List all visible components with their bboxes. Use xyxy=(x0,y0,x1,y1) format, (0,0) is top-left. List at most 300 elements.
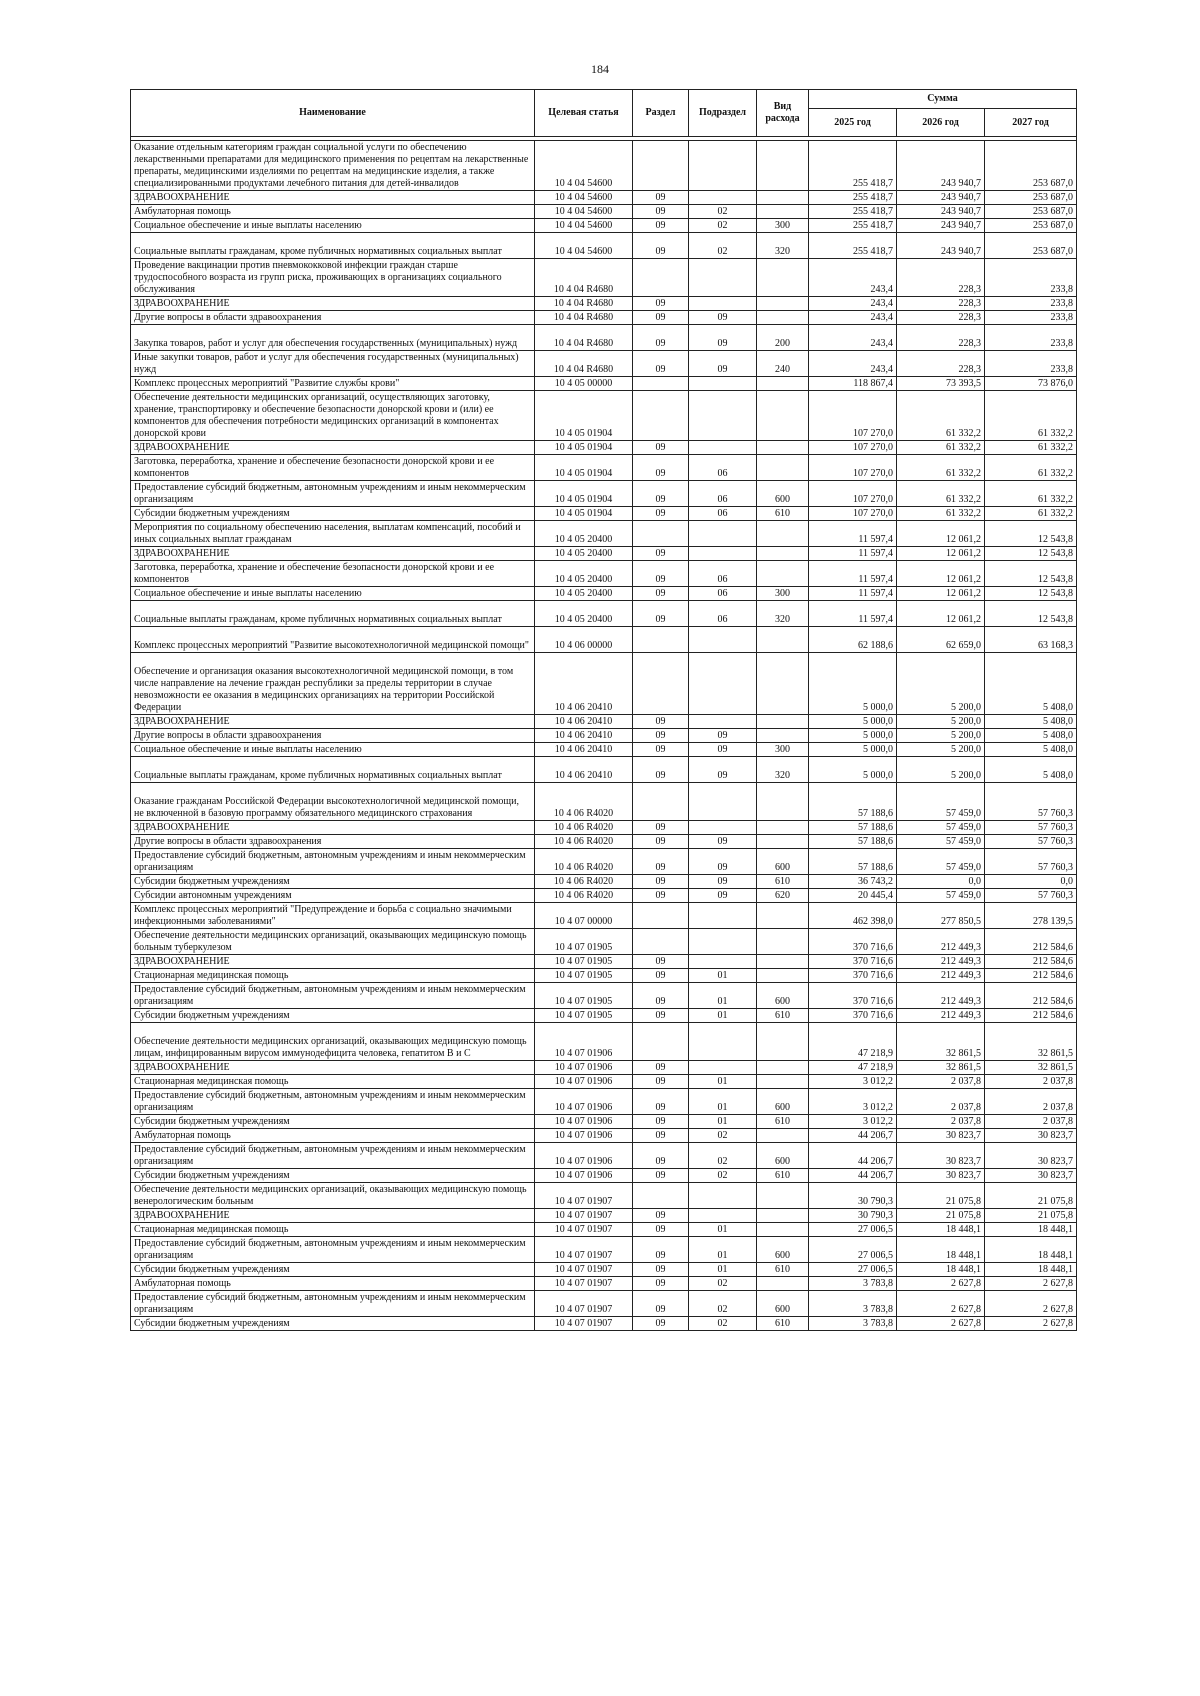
row-expense-type: 320 xyxy=(757,601,809,627)
row-name: Предоставление субсидий бюджетным, автономным учреждениям и иным некоммерческим организациям xyxy=(131,983,535,1009)
table-row xyxy=(131,1223,1077,1237)
row-name: Обеспечение и организация оказания высокотехнологичной медицинской помощи, в том числе направление на лечение граждан республики за пределы территории в случае невозможности ее оказания в медицинских организациях на территории Российской Федерации xyxy=(131,653,535,715)
row-sum-2026: 18 448,1 xyxy=(897,1223,985,1237)
header-name: Наименование xyxy=(131,90,535,137)
row-sum-2026: 2 627,8 xyxy=(897,1277,985,1291)
row-subsection: 01 xyxy=(689,1263,757,1277)
row-sum-2027: 30 823,7 xyxy=(985,1129,1077,1143)
row-name: Субсидии бюджетным учреждениям xyxy=(131,1115,535,1129)
row-target-article: 10 4 06 20410 xyxy=(535,757,633,783)
row-section: 09 xyxy=(633,1291,689,1317)
row-sum-2027: 233,8 xyxy=(985,259,1077,297)
row-expense-type xyxy=(757,521,809,547)
row-section: 09 xyxy=(633,743,689,757)
row-sum-2026: 2 037,8 xyxy=(897,1115,985,1129)
row-sum-2025: 44 206,7 xyxy=(809,1129,897,1143)
row-expense-type: 240 xyxy=(757,351,809,377)
row-sum-2026: 243 940,7 xyxy=(897,233,985,259)
row-name: Стационарная медицинская помощь xyxy=(131,1075,535,1089)
table-row xyxy=(131,1291,1077,1317)
row-sum-2027: 5 408,0 xyxy=(985,757,1077,783)
row-target-article: 10 4 07 01905 xyxy=(535,1009,633,1023)
row-sum-2027: 2 627,8 xyxy=(985,1277,1077,1291)
row-sum-2027: 2 037,8 xyxy=(985,1089,1077,1115)
row-expense-type xyxy=(757,455,809,481)
table-row xyxy=(131,191,1077,205)
row-sum-2025: 243,4 xyxy=(809,311,897,325)
table-row xyxy=(131,757,1077,783)
row-target-article: 10 4 06 R4020 xyxy=(535,875,633,889)
row-expense-type: 610 xyxy=(757,1317,809,1331)
row-name: Амбулаторная помощь xyxy=(131,205,535,219)
row-target-article: 10 4 07 00000 xyxy=(535,903,633,929)
row-expense-type: 600 xyxy=(757,481,809,507)
row-sum-2027: 2 627,8 xyxy=(985,1291,1077,1317)
row-subsection xyxy=(689,627,757,653)
row-section: 09 xyxy=(633,297,689,311)
row-name: Обеспечение деятельности медицинских организаций, оказывающих медицинскую помощь венерологическим больным xyxy=(131,1183,535,1209)
row-section: 09 xyxy=(633,507,689,521)
row-target-article: 10 4 04 R4680 xyxy=(535,311,633,325)
table-row xyxy=(131,715,1077,729)
header-year-2025: 2025 год xyxy=(809,109,897,137)
table-row xyxy=(131,1263,1077,1277)
row-sum-2025: 47 218,9 xyxy=(809,1023,897,1061)
row-sum-2026: 212 449,3 xyxy=(897,983,985,1009)
row-sum-2027: 61 332,2 xyxy=(985,391,1077,441)
row-expense-type xyxy=(757,1183,809,1209)
row-expense-type xyxy=(757,141,809,191)
row-sum-2025: 30 790,3 xyxy=(809,1209,897,1223)
row-sum-2027: 57 760,3 xyxy=(985,821,1077,835)
row-target-article: 10 4 05 01904 xyxy=(535,441,633,455)
row-subsection xyxy=(689,441,757,455)
row-sum-2027: 18 448,1 xyxy=(985,1263,1077,1277)
row-name: Комплекс процессных мероприятий "Развитие службы крови" xyxy=(131,377,535,391)
row-expense-type xyxy=(757,259,809,297)
table-body xyxy=(131,141,1077,1331)
row-sum-2025: 243,4 xyxy=(809,351,897,377)
row-subsection: 01 xyxy=(689,1009,757,1023)
row-sum-2025: 3 783,8 xyxy=(809,1291,897,1317)
table-row xyxy=(131,325,1077,351)
table-row xyxy=(131,1143,1077,1169)
row-sum-2026: 30 823,7 xyxy=(897,1169,985,1183)
row-sum-2026: 2 627,8 xyxy=(897,1291,985,1317)
row-subsection: 01 xyxy=(689,1089,757,1115)
row-subsection xyxy=(689,783,757,821)
row-name: Субсидии бюджетным учреждениям xyxy=(131,1009,535,1023)
table-row xyxy=(131,561,1077,587)
row-target-article: 10 4 05 01904 xyxy=(535,391,633,441)
row-subsection xyxy=(689,391,757,441)
row-target-article: 10 4 05 20400 xyxy=(535,521,633,547)
row-sum-2025: 3 783,8 xyxy=(809,1317,897,1331)
row-expense-type: 610 xyxy=(757,1115,809,1129)
row-name: Обеспечение деятельности медицинских организаций, оказывающих медицинскую помощь больным туберкулезом xyxy=(131,929,535,955)
row-subsection: 06 xyxy=(689,587,757,601)
row-sum-2027: 253 687,0 xyxy=(985,219,1077,233)
row-name: Субсидии бюджетным учреждениям xyxy=(131,1169,535,1183)
row-subsection: 02 xyxy=(689,1317,757,1331)
row-name: Субсидии автономным учреждениям xyxy=(131,889,535,903)
row-target-article: 10 4 07 01906 xyxy=(535,1169,633,1183)
row-sum-2026: 5 200,0 xyxy=(897,743,985,757)
row-target-article: 10 4 07 01906 xyxy=(535,1075,633,1089)
row-section: 09 xyxy=(633,325,689,351)
row-expense-type xyxy=(757,1129,809,1143)
header-year-2026: 2026 год xyxy=(897,109,985,137)
table-row xyxy=(131,219,1077,233)
row-expense-type xyxy=(757,441,809,455)
row-name: Социальное обеспечение и иные выплаты населению xyxy=(131,743,535,757)
row-subsection: 06 xyxy=(689,561,757,587)
row-section: 09 xyxy=(633,1169,689,1183)
row-expense-type: 200 xyxy=(757,325,809,351)
row-sum-2025: 5 000,0 xyxy=(809,743,897,757)
row-expense-type xyxy=(757,1061,809,1075)
table-row xyxy=(131,587,1077,601)
row-subsection xyxy=(689,521,757,547)
row-sum-2027: 212 584,6 xyxy=(985,1009,1077,1023)
row-target-article: 10 4 07 01906 xyxy=(535,1143,633,1169)
row-section xyxy=(633,1023,689,1061)
row-subsection: 09 xyxy=(689,757,757,783)
row-subsection xyxy=(689,141,757,191)
row-sum-2026: 61 332,2 xyxy=(897,507,985,521)
row-sum-2025: 5 000,0 xyxy=(809,757,897,783)
row-subsection: 06 xyxy=(689,507,757,521)
row-sum-2025: 3 783,8 xyxy=(809,1277,897,1291)
header-sum: Сумма xyxy=(809,90,1077,109)
row-target-article: 10 4 06 20410 xyxy=(535,715,633,729)
row-sum-2026: 21 075,8 xyxy=(897,1183,985,1209)
table-row xyxy=(131,835,1077,849)
row-name: Субсидии бюджетным учреждениям xyxy=(131,1317,535,1331)
row-section xyxy=(633,521,689,547)
row-subsection: 09 xyxy=(689,325,757,351)
row-target-article: 10 4 06 00000 xyxy=(535,627,633,653)
row-section: 09 xyxy=(633,849,689,875)
table-row xyxy=(131,653,1077,715)
row-name: ЗДРАВООХРАНЕНИЕ xyxy=(131,821,535,835)
row-section: 09 xyxy=(633,757,689,783)
row-section: 09 xyxy=(633,1075,689,1089)
row-sum-2025: 11 597,4 xyxy=(809,601,897,627)
row-sum-2026: 212 449,3 xyxy=(897,969,985,983)
row-name: Социальное обеспечение и иные выплаты населению xyxy=(131,587,535,601)
row-section: 09 xyxy=(633,1129,689,1143)
row-sum-2025: 107 270,0 xyxy=(809,481,897,507)
row-subsection xyxy=(689,297,757,311)
row-sum-2025: 370 716,6 xyxy=(809,969,897,983)
row-sum-2026: 5 200,0 xyxy=(897,653,985,715)
row-section xyxy=(633,903,689,929)
row-sum-2025: 36 743,2 xyxy=(809,875,897,889)
row-target-article: 10 4 04 54600 xyxy=(535,233,633,259)
row-expense-type xyxy=(757,205,809,219)
row-name: Социальные выплаты гражданам, кроме публичных нормативных социальных выплат xyxy=(131,233,535,259)
row-sum-2027: 5 408,0 xyxy=(985,715,1077,729)
row-sum-2026: 57 459,0 xyxy=(897,821,985,835)
row-expense-type xyxy=(757,835,809,849)
row-sum-2026: 5 200,0 xyxy=(897,715,985,729)
row-name: Субсидии бюджетным учреждениям xyxy=(131,507,535,521)
row-subsection xyxy=(689,955,757,969)
row-sum-2027: 18 448,1 xyxy=(985,1237,1077,1263)
table-row xyxy=(131,377,1077,391)
row-sum-2027: 233,8 xyxy=(985,325,1077,351)
row-expense-type: 610 xyxy=(757,875,809,889)
row-expense-type: 600 xyxy=(757,1291,809,1317)
row-expense-type xyxy=(757,547,809,561)
row-subsection: 09 xyxy=(689,743,757,757)
row-sum-2027: 32 861,5 xyxy=(985,1061,1077,1075)
row-expense-type: 610 xyxy=(757,1169,809,1183)
row-sum-2026: 228,3 xyxy=(897,311,985,325)
row-sum-2026: 212 449,3 xyxy=(897,1009,985,1023)
row-subsection: 09 xyxy=(689,875,757,889)
row-sum-2027: 5 408,0 xyxy=(985,729,1077,743)
row-sum-2025: 107 270,0 xyxy=(809,441,897,455)
row-expense-type xyxy=(757,1277,809,1291)
row-target-article: 10 4 06 20410 xyxy=(535,743,633,757)
row-sum-2026: 61 332,2 xyxy=(897,481,985,507)
table-row xyxy=(131,1183,1077,1209)
row-expense-type xyxy=(757,783,809,821)
row-sum-2025: 57 188,6 xyxy=(809,849,897,875)
row-subsection: 02 xyxy=(689,219,757,233)
table-row xyxy=(131,259,1077,297)
row-name: ЗДРАВООХРАНЕНИЕ xyxy=(131,297,535,311)
row-target-article: 10 4 07 01906 xyxy=(535,1115,633,1129)
row-section: 09 xyxy=(633,1317,689,1331)
row-section: 09 xyxy=(633,715,689,729)
header-subsection: Подраздел xyxy=(689,90,757,137)
row-sum-2026: 57 459,0 xyxy=(897,849,985,875)
row-name: Проведение вакцинации против пневмококковой инфекции граждан старше трудоспособного возраста из групп риска, проживающих в организациях социального обслуживания xyxy=(131,259,535,297)
table-row xyxy=(131,929,1077,955)
row-sum-2025: 462 398,0 xyxy=(809,903,897,929)
row-name: Стационарная медицинская помощь xyxy=(131,969,535,983)
row-sum-2025: 255 418,7 xyxy=(809,233,897,259)
row-expense-type: 320 xyxy=(757,233,809,259)
table-row xyxy=(131,743,1077,757)
row-name: Предоставление субсидий бюджетным, автономным учреждениям и иным некоммерческим организациям xyxy=(131,1237,535,1263)
row-sum-2025: 27 006,5 xyxy=(809,1237,897,1263)
budget-table xyxy=(130,89,1077,1331)
row-section: 09 xyxy=(633,561,689,587)
row-sum-2025: 107 270,0 xyxy=(809,507,897,521)
row-sum-2027: 12 543,8 xyxy=(985,521,1077,547)
table-row xyxy=(131,351,1077,377)
row-sum-2027: 30 823,7 xyxy=(985,1169,1077,1183)
row-sum-2027: 61 332,2 xyxy=(985,441,1077,455)
row-sum-2027: 233,8 xyxy=(985,311,1077,325)
row-expense-type xyxy=(757,391,809,441)
row-section: 09 xyxy=(633,1143,689,1169)
row-sum-2027: 212 584,6 xyxy=(985,983,1077,1009)
row-sum-2027: 12 543,8 xyxy=(985,587,1077,601)
table-row xyxy=(131,1237,1077,1263)
row-expense-type xyxy=(757,929,809,955)
row-sum-2027: 2 627,8 xyxy=(985,1317,1077,1331)
row-name: ЗДРАВООХРАНЕНИЕ xyxy=(131,547,535,561)
row-sum-2025: 30 790,3 xyxy=(809,1183,897,1209)
row-sum-2026: 12 061,2 xyxy=(897,587,985,601)
row-sum-2025: 5 000,0 xyxy=(809,653,897,715)
row-name: Предоставление субсидий бюджетным, автономным учреждениям и иным некоммерческим организациям xyxy=(131,481,535,507)
row-target-article: 10 4 05 20400 xyxy=(535,561,633,587)
row-sum-2026: 228,3 xyxy=(897,351,985,377)
row-target-article: 10 4 05 01904 xyxy=(535,507,633,521)
row-sum-2025: 57 188,6 xyxy=(809,783,897,821)
row-expense-type xyxy=(757,969,809,983)
row-section: 09 xyxy=(633,601,689,627)
row-sum-2026: 243 940,7 xyxy=(897,219,985,233)
row-sum-2027: 2 037,8 xyxy=(985,1115,1077,1129)
table-header xyxy=(131,90,1077,141)
row-sum-2026: 12 061,2 xyxy=(897,521,985,547)
table-row xyxy=(131,1075,1077,1089)
row-sum-2026: 61 332,2 xyxy=(897,391,985,441)
row-subsection xyxy=(689,1209,757,1223)
row-name: Комплекс процессных мероприятий "Развитие высокотехнологичной медицинской помощи" xyxy=(131,627,535,653)
row-expense-type xyxy=(757,1023,809,1061)
row-section: 09 xyxy=(633,1237,689,1263)
row-subsection: 06 xyxy=(689,455,757,481)
row-sum-2025: 255 418,7 xyxy=(809,141,897,191)
row-subsection: 01 xyxy=(689,1237,757,1263)
row-sum-2025: 44 206,7 xyxy=(809,1169,897,1183)
row-target-article: 10 4 05 01904 xyxy=(535,455,633,481)
row-name: Оказание отдельным категориям граждан социальной услуги по обеспечению лекарственными препаратами для медицинского применения по рецептам на лекарственные препараты, медицинскими изделиями по рецептам на медицинские изделия, а также специализированными продуктами лечебного питания для детей-инвалидов xyxy=(131,141,535,191)
row-sum-2027: 63 168,3 xyxy=(985,627,1077,653)
row-section: 09 xyxy=(633,875,689,889)
row-name: Предоставление субсидий бюджетным, автономным учреждениям и иным некоммерческим организациям xyxy=(131,1291,535,1317)
row-sum-2026: 62 659,0 xyxy=(897,627,985,653)
row-sum-2026: 61 332,2 xyxy=(897,455,985,481)
row-subsection: 02 xyxy=(689,1169,757,1183)
row-expense-type xyxy=(757,627,809,653)
row-name: ЗДРАВООХРАНЕНИЕ xyxy=(131,191,535,205)
table-row xyxy=(131,141,1077,191)
row-subsection: 02 xyxy=(689,1291,757,1317)
row-sum-2027: 253 687,0 xyxy=(985,205,1077,219)
row-name: Социальные выплаты гражданам, кроме публичных нормативных социальных выплат xyxy=(131,757,535,783)
row-sum-2025: 11 597,4 xyxy=(809,587,897,601)
table-row xyxy=(131,627,1077,653)
table-row xyxy=(131,1209,1077,1223)
row-section: 09 xyxy=(633,587,689,601)
row-sum-2025: 5 000,0 xyxy=(809,729,897,743)
row-subsection: 02 xyxy=(689,233,757,259)
table-row xyxy=(131,783,1077,821)
row-name: ЗДРАВООХРАНЕНИЕ xyxy=(131,715,535,729)
row-target-article: 10 4 06 20410 xyxy=(535,729,633,743)
row-sum-2026: 5 200,0 xyxy=(897,729,985,743)
row-target-article: 10 4 06 R4020 xyxy=(535,889,633,903)
row-sum-2025: 243,4 xyxy=(809,325,897,351)
row-sum-2027: 233,8 xyxy=(985,297,1077,311)
row-sum-2025: 255 418,7 xyxy=(809,205,897,219)
row-name: Амбулаторная помощь xyxy=(131,1277,535,1291)
page-number: 184 xyxy=(591,62,609,76)
row-target-article: 10 4 06 R4020 xyxy=(535,821,633,835)
header-year-2027: 2027 год xyxy=(985,109,1077,137)
row-sum-2027: 73 876,0 xyxy=(985,377,1077,391)
row-sum-2027: 57 760,3 xyxy=(985,835,1077,849)
row-sum-2027: 18 448,1 xyxy=(985,1223,1077,1237)
row-subsection: 09 xyxy=(689,835,757,849)
row-sum-2027: 30 823,7 xyxy=(985,1143,1077,1169)
row-sum-2025: 62 188,6 xyxy=(809,627,897,653)
row-sum-2026: 12 061,2 xyxy=(897,601,985,627)
row-sum-2026: 228,3 xyxy=(897,297,985,311)
row-expense-type xyxy=(757,729,809,743)
row-sum-2026: 228,3 xyxy=(897,325,985,351)
row-target-article: 10 4 07 01907 xyxy=(535,1183,633,1209)
row-subsection xyxy=(689,1183,757,1209)
row-sum-2026: 21 075,8 xyxy=(897,1209,985,1223)
row-sum-2026: 73 393,5 xyxy=(897,377,985,391)
row-subsection: 01 xyxy=(689,1223,757,1237)
row-section: 09 xyxy=(633,233,689,259)
row-subsection xyxy=(689,929,757,955)
row-subsection: 02 xyxy=(689,1129,757,1143)
row-target-article: 10 4 07 01906 xyxy=(535,1023,633,1061)
row-expense-type: 610 xyxy=(757,1263,809,1277)
row-name: Заготовка, переработка, хранение и обеспечение безопасности донорской крови и ее компонентов xyxy=(131,561,535,587)
row-sum-2027: 212 584,6 xyxy=(985,969,1077,983)
row-name: Обеспечение деятельности медицинских организаций, оказывающих медицинскую помощь лицам, инфицированным вирусом иммунодефицита человека, гепатитом В и С xyxy=(131,1023,535,1061)
table-row xyxy=(131,507,1077,521)
row-expense-type xyxy=(757,377,809,391)
row-sum-2025: 27 006,5 xyxy=(809,1223,897,1237)
header-target-article: Целевая статья xyxy=(535,90,633,137)
row-expense-type xyxy=(757,561,809,587)
row-sum-2026: 61 332,2 xyxy=(897,441,985,455)
row-sum-2026: 228,3 xyxy=(897,259,985,297)
row-section: 09 xyxy=(633,481,689,507)
row-target-article: 10 4 04 R4680 xyxy=(535,297,633,311)
row-sum-2025: 57 188,6 xyxy=(809,835,897,849)
row-target-article: 10 4 07 01907 xyxy=(535,1317,633,1331)
row-name: Предоставление субсидий бюджетным, автономным учреждениям и иным некоммерческим организациям xyxy=(131,849,535,875)
row-sum-2027: 212 584,6 xyxy=(985,955,1077,969)
row-sum-2027: 278 139,5 xyxy=(985,903,1077,929)
row-sum-2025: 47 218,9 xyxy=(809,1061,897,1075)
table-row xyxy=(131,969,1077,983)
row-expense-type xyxy=(757,955,809,969)
row-expense-type: 300 xyxy=(757,587,809,601)
row-subsection xyxy=(689,715,757,729)
row-section: 09 xyxy=(633,311,689,325)
row-subsection: 09 xyxy=(689,351,757,377)
row-expense-type: 320 xyxy=(757,757,809,783)
row-expense-type: 610 xyxy=(757,507,809,521)
row-subsection: 06 xyxy=(689,481,757,507)
row-section: 09 xyxy=(633,1061,689,1075)
row-section: 09 xyxy=(633,191,689,205)
row-sum-2025: 370 716,6 xyxy=(809,983,897,1009)
row-section xyxy=(633,391,689,441)
row-sum-2027: 57 760,3 xyxy=(985,889,1077,903)
table-row xyxy=(131,889,1077,903)
row-name: Субсидии бюджетным учреждениям xyxy=(131,875,535,889)
row-expense-type: 620 xyxy=(757,889,809,903)
row-expense-type xyxy=(757,191,809,205)
